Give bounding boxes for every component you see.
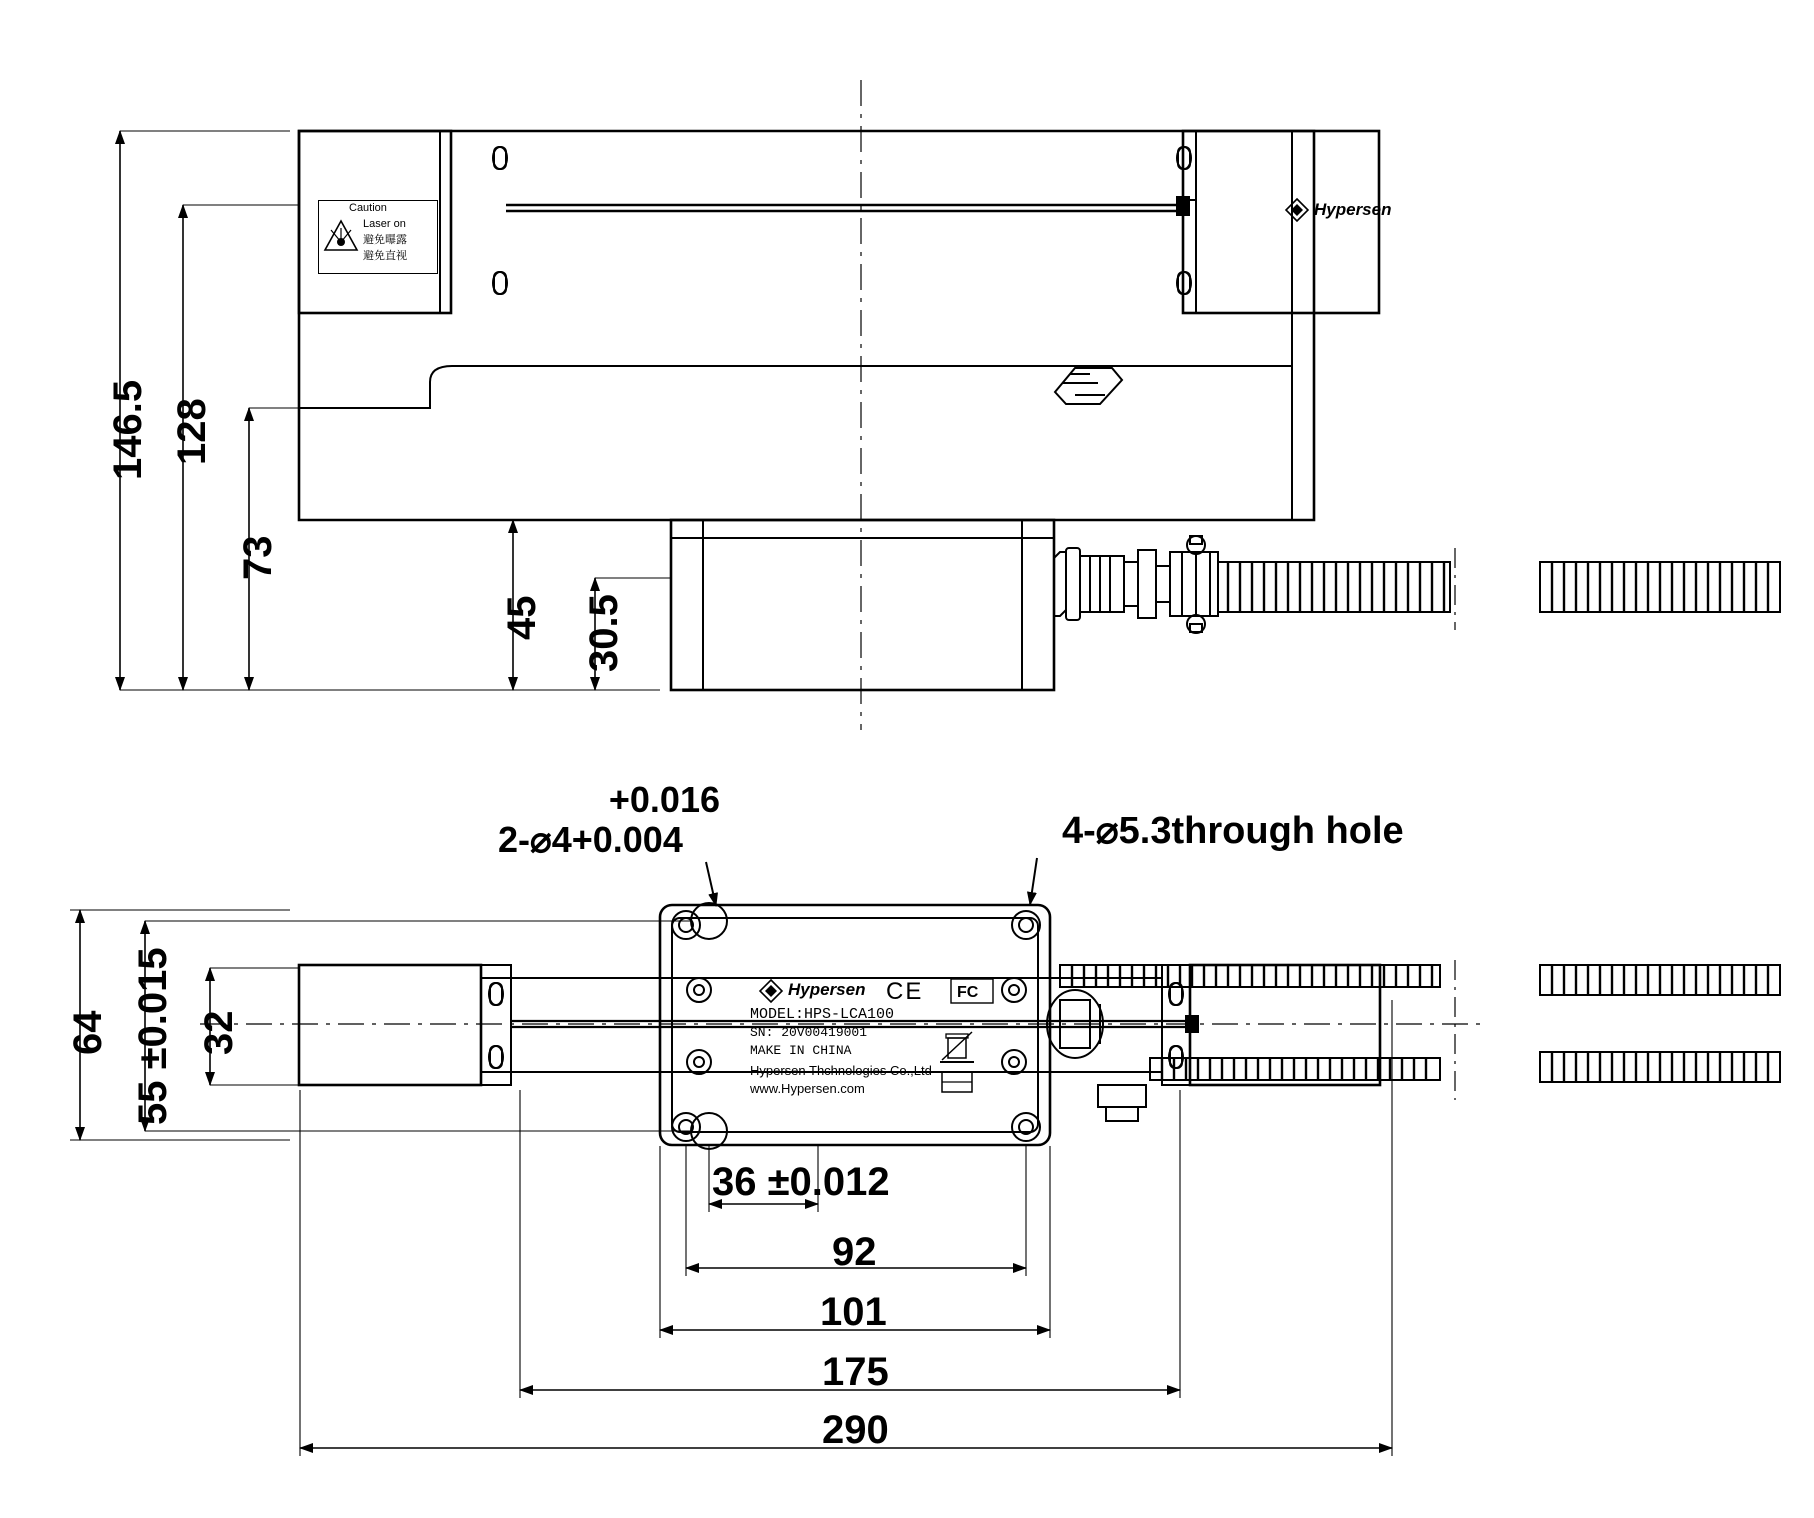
dimension-92: 92 bbox=[832, 1230, 877, 1274]
hypersen-mark-icon bbox=[1283, 196, 1311, 224]
callout-leaders bbox=[706, 858, 1037, 906]
dimension-101: 101 bbox=[820, 1290, 887, 1334]
plan-view-geometry bbox=[197, 903, 1780, 1149]
dimension-36-tolerance: 36 ±0.012 bbox=[712, 1160, 890, 1204]
caution-label bbox=[318, 200, 438, 274]
dimension-45: 45 bbox=[500, 595, 544, 640]
product-label-brand: Hypersen bbox=[788, 980, 866, 999]
brand-name-side-view: Hypersen bbox=[1314, 200, 1392, 219]
dowel-hole-main-callout bbox=[498, 819, 683, 860]
dimension-64: 64 bbox=[66, 1010, 110, 1055]
product-label-model: MODEL:HPS-LCA100 bbox=[750, 1006, 895, 1023]
caution-line-1: Laser on bbox=[363, 218, 406, 230]
dowel-hole-callout bbox=[500, 779, 720, 820]
product-label-origin: MAKE IN CHINA bbox=[750, 1043, 852, 1058]
dimension-32: 32 bbox=[197, 1010, 241, 1055]
laser-hazard-icon bbox=[323, 218, 359, 254]
through-hole-callout: 4-⌀5.3through hole bbox=[1062, 810, 1404, 852]
dowel-hole-tolerance-lower: +0.004 bbox=[571, 819, 683, 860]
dowel-hole-tolerance-upper: +0.016 bbox=[608, 779, 720, 820]
caution-title: Caution bbox=[349, 202, 387, 214]
dowel-hole-nominal: 4 bbox=[551, 819, 572, 860]
dimension-175: 175 bbox=[822, 1350, 889, 1394]
fcc-mark-icon bbox=[950, 978, 994, 1004]
dimension-290: 290 bbox=[822, 1408, 889, 1452]
svg-text:FC: FC bbox=[957, 984, 979, 1001]
caution-line-2: 避免曝露 bbox=[363, 234, 407, 246]
ce-mark-icon: CE bbox=[886, 978, 924, 1005]
dimension-73: 73 bbox=[236, 535, 280, 580]
dimension-128: 128 bbox=[170, 398, 214, 465]
diameter-symbol-icon: ⌀ bbox=[530, 819, 552, 860]
weee-crossed-bin-icon bbox=[940, 1026, 974, 1066]
dimension-146-5: 146.5 bbox=[106, 379, 150, 480]
hypersen-mark-icon-plan bbox=[758, 978, 784, 1004]
dowel-hole-prefix: 2- bbox=[498, 819, 531, 860]
product-label-company: Hypersen Thchnologies Co.,Ltd bbox=[750, 1063, 932, 1078]
dimension-55-tolerance: 55 ±0.015 bbox=[131, 947, 175, 1125]
caution-line-3: 避免直视 bbox=[363, 250, 407, 262]
product-label-serial: SN: 20V00419001 bbox=[750, 1025, 868, 1040]
dimension-30-5: 30.5 bbox=[582, 594, 626, 672]
rohs-mark-icon bbox=[940, 1070, 974, 1098]
product-label-website: www.Hypersen.com bbox=[750, 1081, 865, 1096]
